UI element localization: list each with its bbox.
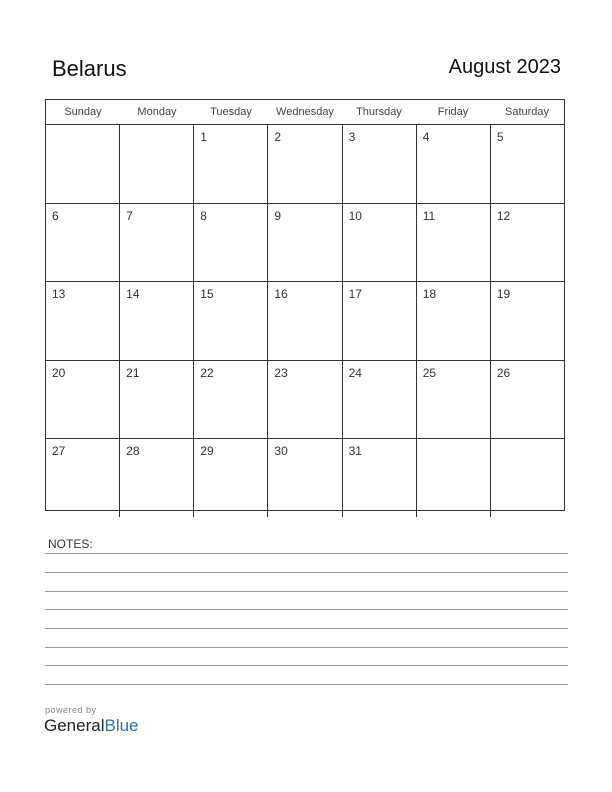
week-row: [46, 125, 564, 204]
day-number: 29: [200, 444, 214, 458]
day-number: 6: [52, 208, 59, 223]
day-cell: [491, 439, 564, 517]
day-cell: [343, 125, 417, 203]
weekday-sunday: Sunday: [64, 106, 102, 118]
day-cell: [46, 282, 120, 360]
day-number: 23: [274, 365, 288, 380]
note-line: [45, 609, 568, 610]
weekday-wednesday: Wednesday: [276, 106, 334, 118]
day-cell: [46, 439, 120, 517]
day-number: 1: [200, 130, 207, 144]
day-cell: [194, 125, 268, 203]
weekday-saturday: Saturday: [504, 106, 550, 118]
note-line: [45, 665, 568, 666]
day-cell: [194, 204, 268, 282]
day-cell: [194, 282, 268, 360]
day-number: 15: [200, 287, 214, 301]
day-cell: [417, 361, 491, 439]
day-number: 14: [126, 287, 140, 301]
day-cell: [417, 439, 491, 517]
week-row: [46, 204, 564, 283]
day-number: 28: [126, 444, 140, 458]
day-number: 11: [422, 208, 436, 223]
day-cell: [491, 282, 564, 360]
weekday-thursday: Thursday: [356, 106, 402, 118]
day-cell: [120, 439, 194, 517]
generalblue-logo: [44, 716, 139, 736]
day-cell: [120, 204, 194, 282]
day-cell: [417, 204, 491, 282]
day-cell: [343, 439, 417, 517]
day-cell: [343, 361, 417, 439]
week-row: [46, 439, 564, 517]
day-cell: [268, 361, 342, 439]
day-number: 25: [422, 365, 437, 380]
note-line: [45, 553, 568, 554]
country-title: Belarus: [52, 56, 127, 81]
day-cell: [491, 204, 564, 282]
logo-general-text: General: [44, 716, 105, 735]
day-cell: [417, 125, 491, 203]
day-number: 22: [200, 365, 214, 380]
day-cell: [343, 204, 417, 282]
day-number: 16: [274, 287, 288, 301]
month-year-title: August 2023: [448, 56, 561, 78]
day-number: 18: [422, 287, 437, 301]
day-cell: [268, 282, 342, 360]
day-cell: [46, 125, 120, 203]
day-number: 3: [348, 130, 356, 144]
week-row: [46, 361, 564, 440]
day-cell: [194, 439, 268, 517]
weekday-monday: Monday: [137, 106, 177, 118]
week-row: [46, 282, 564, 361]
day-number: 10: [348, 208, 362, 223]
day-cell: [120, 361, 194, 439]
day-number: 31: [348, 444, 362, 458]
day-number: 4: [422, 130, 430, 144]
day-number: 13: [52, 287, 66, 301]
powered-by-text: powered by: [45, 705, 97, 715]
weekday-header-row: [46, 100, 564, 125]
day-cell: [343, 282, 417, 360]
day-cell: [491, 125, 564, 203]
day-cell: [417, 282, 491, 360]
day-cell: [46, 204, 120, 282]
day-cell: [120, 282, 194, 360]
day-number: 8: [200, 208, 207, 223]
logo-blue-text: Blue: [104, 716, 139, 735]
note-line: [45, 572, 568, 573]
day-cell: [268, 439, 342, 517]
day-number: 12: [496, 208, 511, 223]
day-cell: [268, 204, 342, 282]
calendar-grid: [45, 99, 565, 511]
day-number: 5: [496, 130, 504, 144]
day-number: 19: [496, 287, 511, 301]
day-number: 26: [496, 365, 511, 380]
day-number: 30: [274, 444, 288, 458]
day-number: 21: [126, 365, 140, 380]
note-line: [45, 628, 568, 629]
note-line: [45, 647, 568, 648]
day-cell: [194, 361, 268, 439]
day-number: 27: [52, 444, 66, 458]
day-cell: [46, 361, 120, 439]
weekday-tuesday: Tuesday: [210, 106, 252, 118]
note-line: [45, 591, 568, 592]
day-cell: [268, 125, 342, 203]
day-cell: [120, 125, 194, 203]
day-number: 20: [52, 365, 66, 380]
day-number: 7: [126, 208, 133, 223]
day-number: 9: [274, 208, 282, 223]
notes-label: NOTES:: [48, 537, 93, 551]
day-number: 2: [274, 130, 282, 144]
day-number: 17: [348, 287, 362, 301]
day-cell: [491, 361, 564, 439]
weekday-friday: Friday: [437, 106, 469, 118]
note-line: [45, 684, 568, 685]
day-number: 24: [348, 365, 362, 380]
